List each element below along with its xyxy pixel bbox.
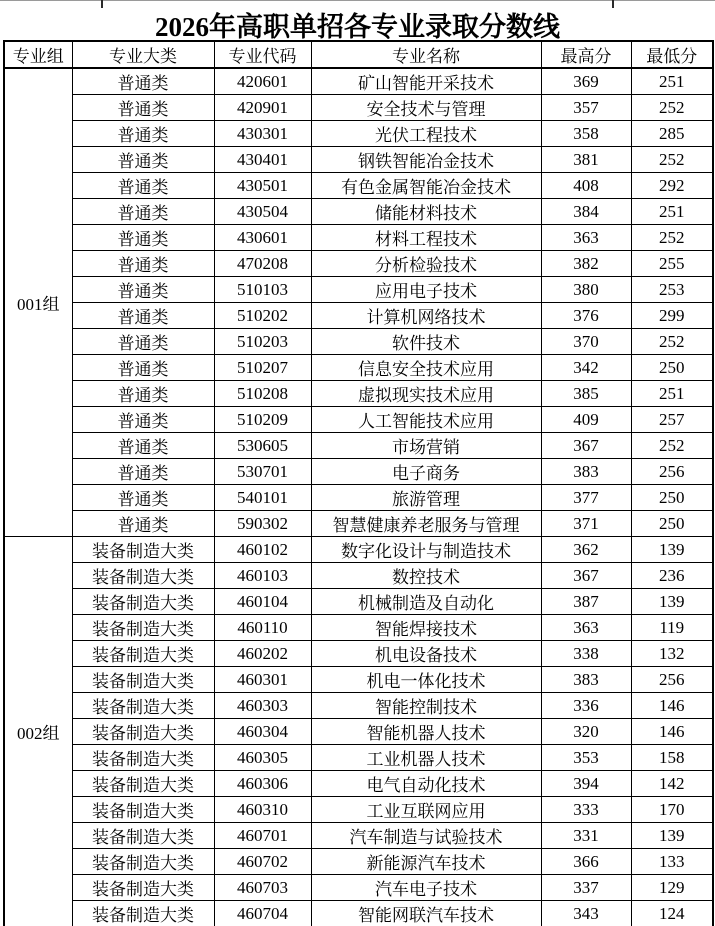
code-cell: 460202	[214, 641, 311, 667]
min-score-cell: 170	[631, 797, 713, 823]
min-score-cell: 257	[631, 407, 713, 433]
min-score-cell: 124	[631, 901, 713, 926]
name-cell: 应用电子技术	[311, 277, 541, 303]
max-score-cell: 342	[541, 355, 631, 381]
category-cell: 普通类	[72, 173, 214, 199]
category-cell: 装备制造大类	[72, 589, 214, 615]
category-cell: 普通类	[72, 303, 214, 329]
min-score-cell: 252	[631, 225, 713, 251]
code-cell: 510207	[214, 355, 311, 381]
min-score-cell: 251	[631, 199, 713, 225]
code-cell: 460104	[214, 589, 311, 615]
max-score-cell: 394	[541, 771, 631, 797]
min-score-cell: 299	[631, 303, 713, 329]
scores-table	[3, 40, 714, 926]
code-cell: 510209	[214, 407, 311, 433]
min-score-cell: 139	[631, 537, 713, 563]
name-cell: 工业互联网应用	[311, 797, 541, 823]
name-cell: 智能焊接技术	[311, 615, 541, 641]
table-row	[4, 199, 713, 225]
max-score-cell: 338	[541, 641, 631, 667]
col-header-code: 专业代码	[214, 41, 311, 68]
table-row	[4, 745, 713, 771]
table-row	[4, 693, 713, 719]
max-score-cell: 320	[541, 719, 631, 745]
col-header-category: 专业大类	[72, 41, 214, 68]
name-cell: 智能网联汽车技术	[311, 901, 541, 926]
col-header-min: 最低分	[631, 41, 713, 68]
code-cell: 530701	[214, 459, 311, 485]
table-row	[4, 563, 713, 589]
min-score-cell: 142	[631, 771, 713, 797]
category-cell: 普通类	[72, 68, 214, 95]
category-cell: 普通类	[72, 485, 214, 511]
category-cell: 装备制造大类	[72, 615, 214, 641]
category-cell: 普通类	[72, 251, 214, 277]
max-score-cell: 376	[541, 303, 631, 329]
code-cell: 460103	[214, 563, 311, 589]
code-cell: 460110	[214, 615, 311, 641]
group-cell: 002组	[4, 537, 72, 926]
header-row	[4, 41, 713, 68]
table-row	[4, 485, 713, 511]
max-score-cell: 353	[541, 745, 631, 771]
min-score-cell: 146	[631, 693, 713, 719]
max-score-cell: 358	[541, 121, 631, 147]
min-score-cell: 250	[631, 355, 713, 381]
min-score-cell: 252	[631, 329, 713, 355]
table-row	[4, 433, 713, 459]
col-header-max: 最高分	[541, 41, 631, 68]
category-cell: 装备制造大类	[72, 797, 214, 823]
code-cell: 460703	[214, 875, 311, 901]
category-cell: 装备制造大类	[72, 693, 214, 719]
category-cell: 装备制造大类	[72, 563, 214, 589]
name-cell: 旅游管理	[311, 485, 541, 511]
min-score-cell: 250	[631, 511, 713, 537]
max-score-cell: 367	[541, 433, 631, 459]
code-cell: 470208	[214, 251, 311, 277]
category-cell: 装备制造大类	[72, 719, 214, 745]
table-row	[4, 589, 713, 615]
name-cell: 机电一体化技术	[311, 667, 541, 693]
name-cell: 机电设备技术	[311, 641, 541, 667]
code-cell: 460301	[214, 667, 311, 693]
table-row	[4, 303, 713, 329]
min-score-cell: 139	[631, 823, 713, 849]
category-cell: 普通类	[72, 147, 214, 173]
min-score-cell: 119	[631, 615, 713, 641]
code-cell: 420601	[214, 68, 311, 95]
name-cell: 汽车电子技术	[311, 875, 541, 901]
table-row	[4, 251, 713, 277]
max-score-cell: 383	[541, 667, 631, 693]
category-cell: 装备制造大类	[72, 823, 214, 849]
name-cell: 材料工程技术	[311, 225, 541, 251]
name-cell: 有色金属智能冶金技术	[311, 173, 541, 199]
table-row	[4, 68, 713, 95]
code-cell: 430401	[214, 147, 311, 173]
max-score-cell: 380	[541, 277, 631, 303]
col-header-name: 专业名称	[311, 41, 541, 68]
table-row	[4, 875, 713, 901]
min-score-cell: 133	[631, 849, 713, 875]
min-score-cell: 255	[631, 251, 713, 277]
table-row	[4, 537, 713, 563]
category-cell: 普通类	[72, 95, 214, 121]
code-cell: 530605	[214, 433, 311, 459]
table-row	[4, 615, 713, 641]
table-row	[4, 381, 713, 407]
max-score-cell: 371	[541, 511, 631, 537]
name-cell: 工业机器人技术	[311, 745, 541, 771]
max-score-cell: 363	[541, 225, 631, 251]
max-score-cell: 409	[541, 407, 631, 433]
name-cell: 智能机器人技术	[311, 719, 541, 745]
group-cell: 001组	[4, 68, 72, 537]
table-row	[4, 277, 713, 303]
name-cell: 数控技术	[311, 563, 541, 589]
max-score-cell: 357	[541, 95, 631, 121]
min-score-cell: 146	[631, 719, 713, 745]
name-cell: 汽车制造与试验技术	[311, 823, 541, 849]
code-cell: 430301	[214, 121, 311, 147]
category-cell: 装备制造大类	[72, 537, 214, 563]
table-row	[4, 511, 713, 537]
table-row	[4, 641, 713, 667]
category-cell: 普通类	[72, 355, 214, 381]
name-cell: 光伏工程技术	[311, 121, 541, 147]
top-grid-line	[0, 0, 715, 1]
table-row	[4, 355, 713, 381]
table-row	[4, 147, 713, 173]
category-cell: 普通类	[72, 433, 214, 459]
table-row	[4, 849, 713, 875]
name-cell: 计算机网络技术	[311, 303, 541, 329]
max-score-cell: 381	[541, 147, 631, 173]
max-score-cell: 367	[541, 563, 631, 589]
max-score-cell: 362	[541, 537, 631, 563]
table-row	[4, 823, 713, 849]
page-title: 2026年高职单招各专业录取分数线	[155, 12, 560, 42]
max-score-cell: 343	[541, 901, 631, 926]
name-cell: 信息安全技术应用	[311, 355, 541, 381]
category-cell: 普通类	[72, 199, 214, 225]
code-cell: 510103	[214, 277, 311, 303]
min-score-cell: 132	[631, 641, 713, 667]
code-cell: 460304	[214, 719, 311, 745]
max-score-cell: 408	[541, 173, 631, 199]
min-score-cell: 129	[631, 875, 713, 901]
name-cell: 钢铁智能冶金技术	[311, 147, 541, 173]
table-row	[4, 225, 713, 251]
name-cell: 分析检验技术	[311, 251, 541, 277]
code-cell: 430504	[214, 199, 311, 225]
category-cell: 普通类	[72, 225, 214, 251]
min-score-cell: 256	[631, 459, 713, 485]
table-row	[4, 771, 713, 797]
category-cell: 装备制造大类	[72, 641, 214, 667]
table-row	[4, 901, 713, 926]
max-score-cell: 363	[541, 615, 631, 641]
table-row	[4, 329, 713, 355]
name-cell: 矿山智能开采技术	[311, 68, 541, 95]
name-cell: 新能源汽车技术	[311, 849, 541, 875]
code-cell: 460701	[214, 823, 311, 849]
name-cell: 智能控制技术	[311, 693, 541, 719]
name-cell: 人工智能技术应用	[311, 407, 541, 433]
name-cell: 机械制造及自动化	[311, 589, 541, 615]
category-cell: 装备制造大类	[72, 745, 214, 771]
max-score-cell: 333	[541, 797, 631, 823]
name-cell: 电气自动化技术	[311, 771, 541, 797]
min-score-cell: 250	[631, 485, 713, 511]
table-row	[4, 719, 713, 745]
category-cell: 普通类	[72, 459, 214, 485]
code-cell: 460303	[214, 693, 311, 719]
code-cell: 460305	[214, 745, 311, 771]
name-cell: 软件技术	[311, 329, 541, 355]
code-cell: 460310	[214, 797, 311, 823]
max-score-cell: 337	[541, 875, 631, 901]
min-score-cell: 252	[631, 147, 713, 173]
category-cell: 普通类	[72, 511, 214, 537]
category-cell: 普通类	[72, 121, 214, 147]
name-cell: 智慧健康养老服务与管理	[311, 511, 541, 537]
max-score-cell: 369	[541, 68, 631, 95]
category-cell: 普通类	[72, 381, 214, 407]
col-header-group: 专业组	[4, 41, 72, 68]
code-cell: 460102	[214, 537, 311, 563]
name-cell: 储能材料技术	[311, 199, 541, 225]
code-cell: 540101	[214, 485, 311, 511]
table-row	[4, 95, 713, 121]
code-cell: 510203	[214, 329, 311, 355]
category-cell: 普通类	[72, 407, 214, 433]
max-score-cell: 370	[541, 329, 631, 355]
code-cell: 590302	[214, 511, 311, 537]
max-score-cell: 384	[541, 199, 631, 225]
category-cell: 装备制造大类	[72, 901, 214, 926]
name-cell: 虚拟现实技术应用	[311, 381, 541, 407]
category-cell: 装备制造大类	[72, 849, 214, 875]
max-score-cell: 331	[541, 823, 631, 849]
code-cell: 510202	[214, 303, 311, 329]
min-score-cell: 158	[631, 745, 713, 771]
table-body	[4, 68, 713, 926]
category-cell: 装备制造大类	[72, 875, 214, 901]
min-score-cell: 292	[631, 173, 713, 199]
max-score-cell: 387	[541, 589, 631, 615]
code-cell: 460704	[214, 901, 311, 926]
min-score-cell: 251	[631, 381, 713, 407]
table-row	[4, 407, 713, 433]
table-row	[4, 173, 713, 199]
name-cell: 安全技术与管理	[311, 95, 541, 121]
min-score-cell: 251	[631, 68, 713, 95]
code-cell: 420901	[214, 95, 311, 121]
max-score-cell: 382	[541, 251, 631, 277]
code-cell: 430601	[214, 225, 311, 251]
min-score-cell: 285	[631, 121, 713, 147]
min-score-cell: 256	[631, 667, 713, 693]
max-score-cell: 383	[541, 459, 631, 485]
table-row	[4, 121, 713, 147]
code-cell: 460306	[214, 771, 311, 797]
code-cell: 510208	[214, 381, 311, 407]
code-cell: 460702	[214, 849, 311, 875]
table-row	[4, 667, 713, 693]
category-cell: 装备制造大类	[72, 771, 214, 797]
min-score-cell: 236	[631, 563, 713, 589]
min-score-cell: 253	[631, 277, 713, 303]
code-cell: 430501	[214, 173, 311, 199]
name-cell: 电子商务	[311, 459, 541, 485]
min-score-cell: 252	[631, 95, 713, 121]
max-score-cell: 377	[541, 485, 631, 511]
name-cell: 数字化设计与制造技术	[311, 537, 541, 563]
category-cell: 普通类	[72, 277, 214, 303]
max-score-cell: 385	[541, 381, 631, 407]
max-score-cell: 366	[541, 849, 631, 875]
category-cell: 装备制造大类	[72, 667, 214, 693]
table-row	[4, 797, 713, 823]
name-cell: 市场营销	[311, 433, 541, 459]
max-score-cell: 336	[541, 693, 631, 719]
table-row	[4, 459, 713, 485]
min-score-cell: 139	[631, 589, 713, 615]
category-cell: 普通类	[72, 329, 214, 355]
min-score-cell: 252	[631, 433, 713, 459]
